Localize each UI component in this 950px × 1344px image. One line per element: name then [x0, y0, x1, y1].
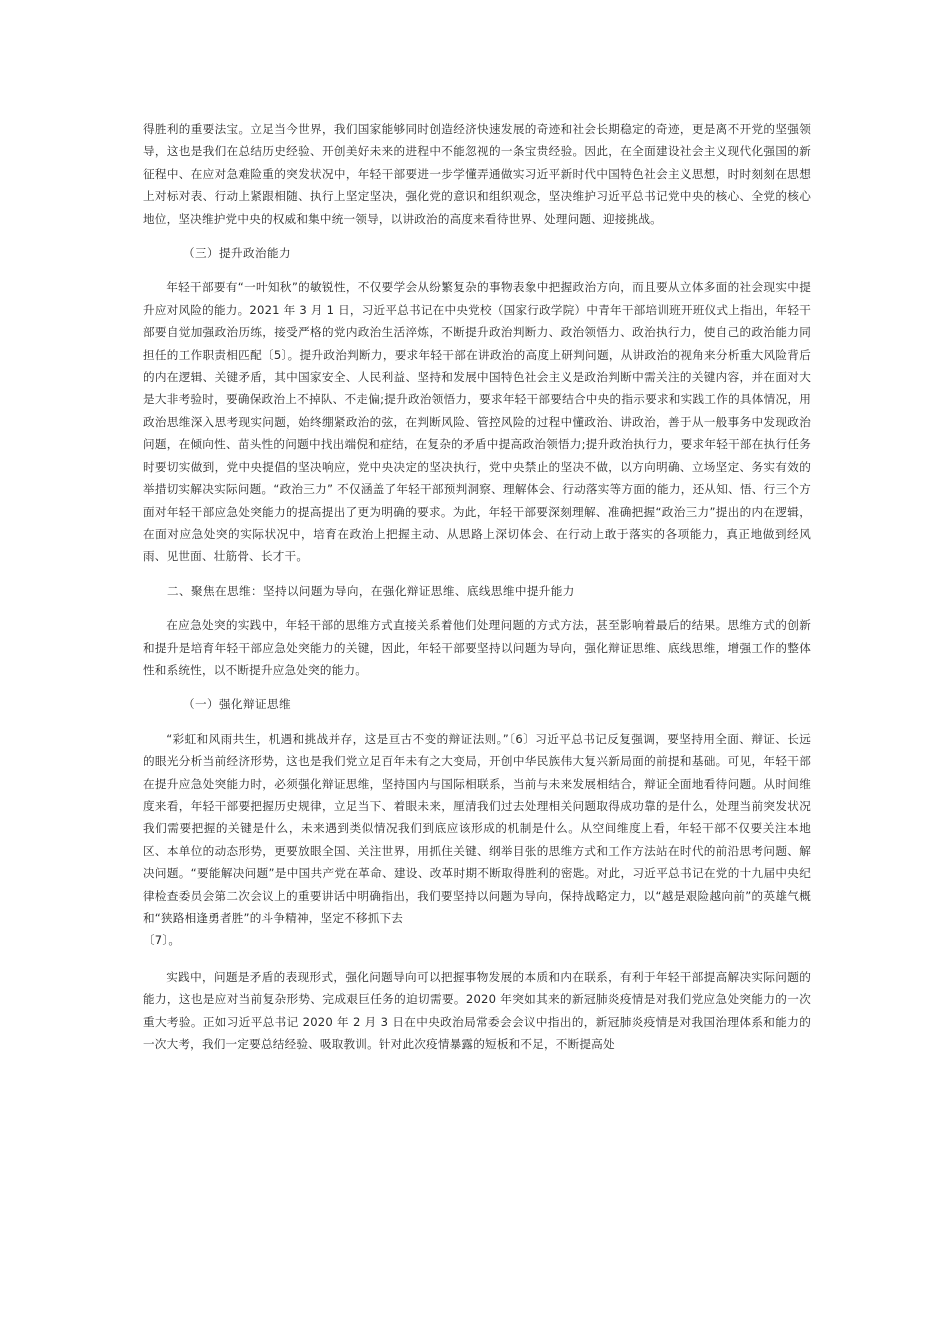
section-heading: （三）提升政治能力: [183, 246, 291, 261]
body-paragraph: “彩虹和风雨共生，机遇和挑战并存，这是亘古不变的辩证法则。”〔6〕习近平总书记反复强调，要坚持用全面、辩证、长远的眼光分析当前经济形势，这也是我们党立足百年未有之大变局，开创中华民族伟大复兴新局面的前提和基础。可见，年轻干部在提升应急处突能力时，必须强化辩证思维，坚持国内与国际相联系，当前与未来发展相结合，辩证全面地看待问题。从时间维度来看，年轻干部要把握历史规律，立足当下、着眼未来，厘清我们过去处理相关问题取得成功靠的是什么，处理当前突发状况我们需要把握的关键是什么，未来遇到类似情况我们到底应该形成的机制是什么。从空间维度上看，年轻干部不仅要关注本地区、本单位的动态形势，更要放眼全国、关注世界，用抓住关键、纲举目张的思维方式和工作方法站在时代的前沿思考问题、解决问题。“要能解决问题”是中国共产党在革命、建设、改革时期不断取得胜利的密匙。对此，习近平总书记在党的十九届中央纪律检查委员会第二次会议上的重要讲话中明确指出，我们要坚持以问题为导向，保持战略定力，以“越是艰险越向前”的英雄气概和“狭路相逢勇者胜”的斗争精神，坚定不移抓下去: [143, 731, 811, 925]
body-paragraph: 年轻干部要有“一叶知秋”的敏锐性，不仅要学会从纷繁复杂的事物表象中把握政治方向，而且要从立体多面的社会现实中提升应对风险的能力。2021 年 3 月 1 日，习近平总书记在中央党校（国家行政学院）中青年干部培训班开班仪式上指出，年轻干部要自觉加强政治历练，接受严格的党内政治生活淬炼，不断提升政治判断力、政治领悟力、政治执行力，使自己的政治能力同担任的工作职责相匹配〔5〕。提升政治判断力，要求年轻干部在讲政治的高度上研判问题，从讲政治的视角来分析重大风险背后的内在逻辑、关键矛盾，其中国家安全、人民利益、坚持和发展中国特色社会主义是政治判断中需关注的关键内容，并在面对大是大非考验时，要确保政治上不掉队、不走偏;提升政治领悟力，要求年轻干部要结合中央的指示要求和实践工作的具体情况，用政治思维深入思考现实问题，始终绷紧政治的弦，在判断风险、管控风险的过程中懂政治、讲政治，善于从一般事务中发现政治问题，在倾向性、苗头性的问题中找出端倪和症结，在复杂的矛盾中提高政治领悟力;提升政治执行力，要求年轻干部在执行任务时要切实做到，党中央提倡的坚决响应，党中央决定的坚决执行，党中央禁止的坚决不做，以方向明确、立场坚定、务实有效的举措切实解决实际问题。“政治三力” 不仅涵盖了年轻干部预判洞察、理解体会、行动落实等方面的能力，还从知、悟、行三个方面对年轻干部应急处突能力的提高提出了更为明确的要求。为此，年轻干部要深刻理解、准确把握“政治三力”提出的内在逻辑，在面对应急处突的实际状况中，培育在政治上把握主动、从思路上深切体会、在行动上敢于落实的各项能力，真正地做到经风雨、见世面、壮筋骨、长才干。: [143, 280, 811, 564]
body-paragraph: 实践中，问题是矛盾的表现形式，强化问题导向可以把握事物发展的本质和内在联系，有利于年轻干部提高解决实际问题的能力，这也是应对当前复杂形势、完成艰巨任务的迫切需要。2020 年突如其来的新冠肺炎疫情是对我们党应急处突能力的一次重大考验。正如习近平总书记 2020 年 2 月 3 日在中央政治局常委会会议中指出的，新冠肺炎疫情是对我国治理体系和能力的一次大考，我们一定要总结经验、吸取教训。针对此次疫情暴露的短板和不足，不断提高处: [143, 969, 811, 1052]
document-page: [143, 118, 811, 1055]
body-paragraph: 在应急处突的实践中，年轻干部的思维方式直接关系着他们处理问题的方式方法，甚至影响着最后的结果。思维方式的创新和提升是培育年轻干部应急处突能力的关键，因此，年轻干部要坚持以问题为导向，强化辩证思维、底线思维，增强工作的整体性和系统性，以不断提升应急处突的能力。: [143, 618, 811, 677]
chapter-heading: 二、聚焦在思维：坚持以问题为导向，在强化辩证思维、底线思维中提升能力: [167, 583, 575, 598]
section-heading: （一）强化辩证思维: [183, 697, 291, 712]
citation-line: 〔7〕。: [143, 933, 181, 948]
body-paragraph: 得胜利的重要法宝。立足当今世界，我们国家能够同时创造经济快速发展的奇迹和社会长期稳定的奇迹，更是离不开党的坚强领导，这也是我们在总结历史经验、开创美好未来的进程中不能忽视的一条宝贵经验。因此，在全面建设社会主义现代化强国的新征程中、在应对急难险重的突发状况中，年轻干部要进一步学懂弄通做实习近平新时代中国特色社会主义思想，时时刻刻在思想上对标对表、行动上紧跟相随、执行上坚定坚决，强化党的意识和组织观念，坚决维护习近平总书记党中央的核心、全党的核心地位，坚决维护党中央的权威和集中统一领导，以讲政治的高度来看待世界、处理问题、迎接挑战。: [143, 122, 811, 226]
